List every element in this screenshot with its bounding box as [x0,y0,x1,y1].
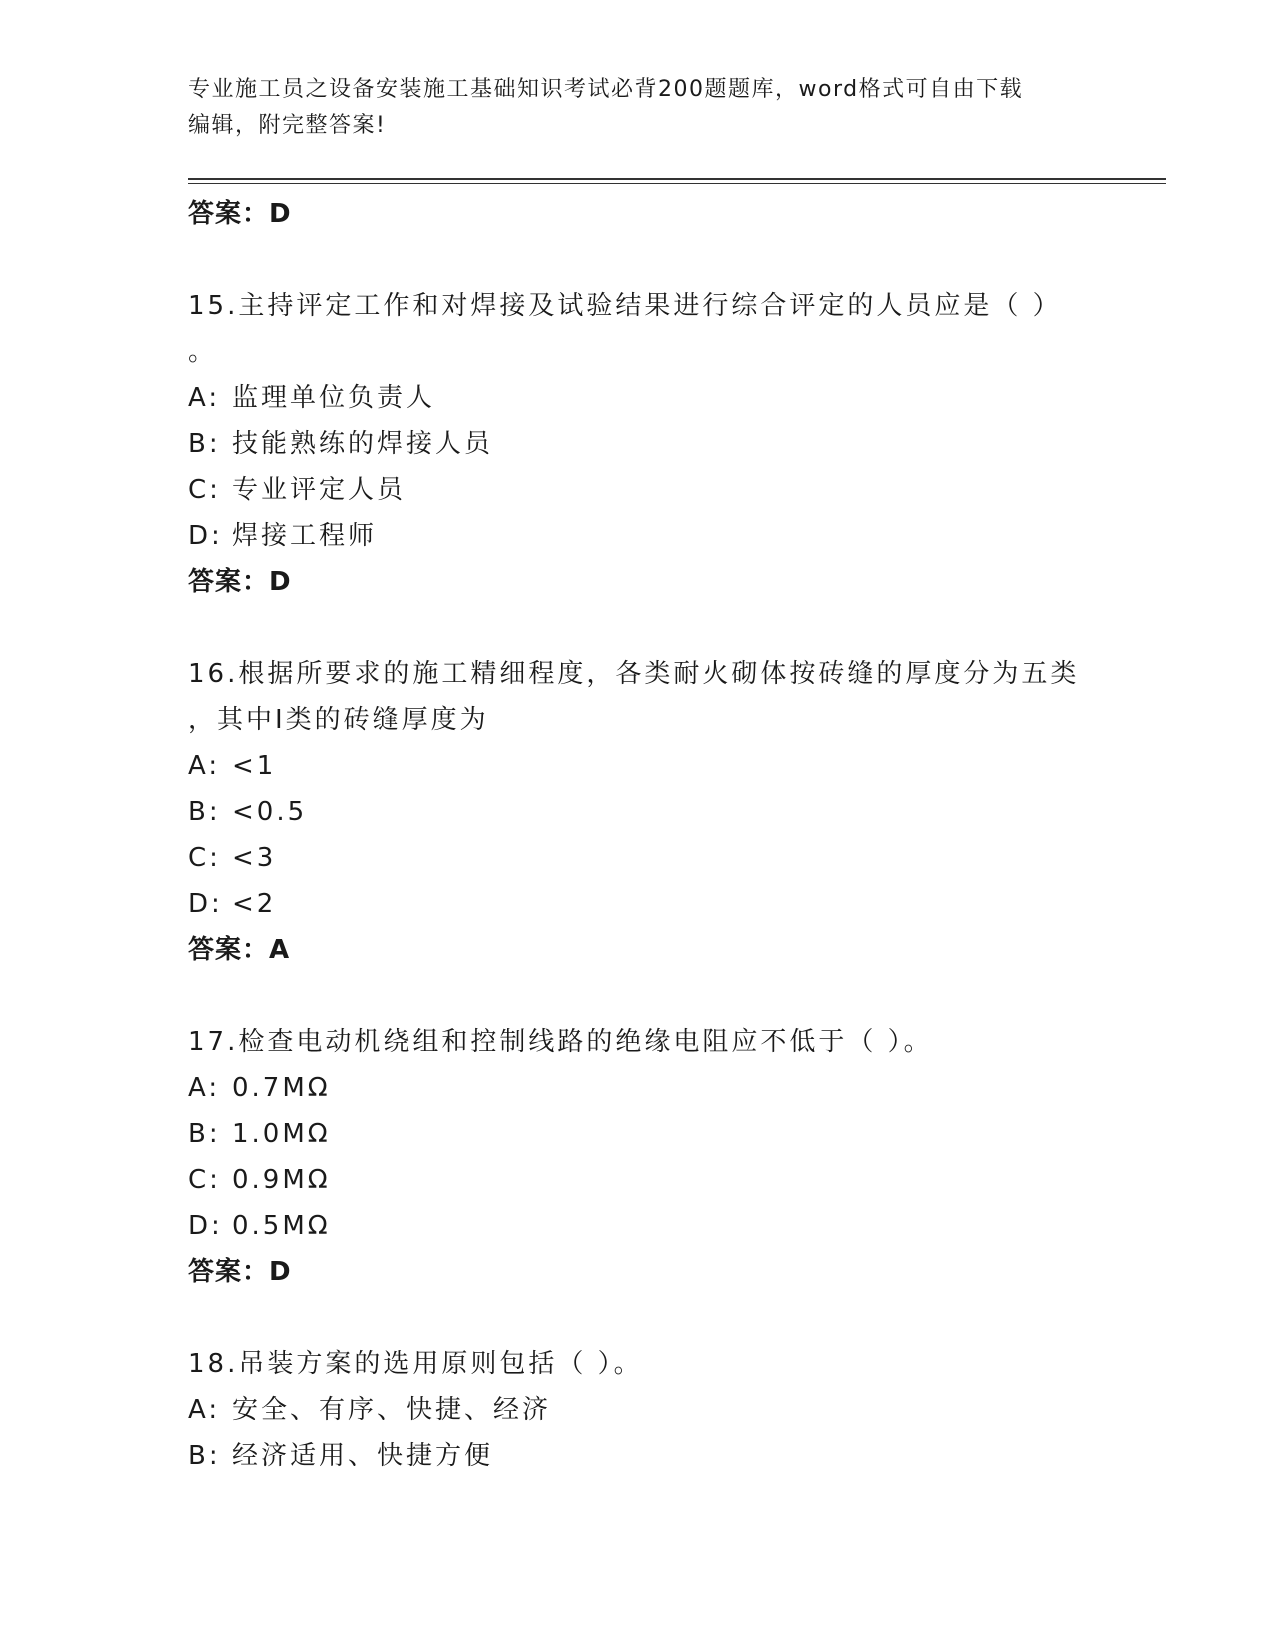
option-label: A: [188,1073,221,1103]
document-body [188,191,1088,1479]
option-label: B: [188,1119,221,1149]
question-block [188,651,1088,973]
option-label: C: [188,475,221,505]
spacer [188,1295,1088,1341]
option-b [188,789,1088,835]
option-label: B: [188,429,221,459]
option-a [188,743,1088,789]
option-label: A: [188,751,221,781]
option-b [188,1111,1088,1157]
option-text: 经济适用、快捷方便 [232,1441,494,1471]
option-text: 1.0MΩ [232,1119,331,1149]
option-label: A: [188,383,221,413]
option-label: D: [188,889,223,919]
option-label: D: [188,521,223,551]
option-a [188,1065,1088,1111]
option-text: 专业评定人员 [232,475,407,505]
option-text: 技能熟练的焊接人员 [232,429,494,459]
option-d [188,881,1088,927]
option-text: 0.5MΩ [232,1211,331,1241]
question-block [188,1019,1088,1295]
option-text: <2 [232,889,277,919]
spacer [188,237,1088,283]
option-c [188,1157,1088,1203]
option-b [188,421,1088,467]
answer-line: 答案：A [188,935,291,965]
option-text: <3 [232,843,277,873]
header-line-2: 编辑，附完整答案! [188,113,387,138]
question-stem: 15.主持评定工作和对焊接及试验结果进行综合评定的人员应是（ ） [188,291,1062,321]
spacer [188,605,1088,651]
option-label: B: [188,797,221,827]
answer-line: 答案：D [188,199,292,229]
option-label: B: [188,1441,221,1471]
option-label: C: [188,843,221,873]
question-stem: 16.根据所要求的施工精细程度，各类耐火砌体按砖缝的厚度分为五类 [188,659,1080,689]
question-block [188,283,1088,605]
option-b [188,1433,1088,1479]
header-rule-thick [188,178,1166,180]
option-d [188,513,1088,559]
question-stem: 17.检查电动机绕组和控制线路的绝缘电阻应不低于（ ）。 [188,1027,933,1057]
document-header [188,72,1088,144]
option-d [188,1203,1088,1249]
option-text: 安全、有序、快捷、经济 [232,1395,552,1425]
question-block [188,1341,1088,1479]
option-label: C: [188,1165,221,1195]
option-label: D: [188,1211,223,1241]
spacer [188,973,1088,1019]
option-text: <1 [232,751,277,781]
option-text: <0.5 [232,797,308,827]
option-text: 0.9MΩ [232,1165,331,1195]
answer-line: 答案：D [188,1257,292,1287]
answer-line: 答案：D [188,567,292,597]
option-a [188,1387,1088,1433]
option-text: 0.7MΩ [232,1073,331,1103]
question-stem: ，其中Ⅰ类的砖缝厚度为 [188,705,489,735]
question-stem: 。 [188,337,218,367]
option-c [188,835,1088,881]
header-line-1: 专业施工员之设备安装施工基础知识考试必背200题题库，word格式可自由下载 [188,77,1024,102]
option-c [188,467,1088,513]
question-stem: 18.吊装方案的选用原则包括（ ）。 [188,1349,643,1379]
option-text: 监理单位负责人 [232,383,436,413]
option-text: 焊接工程师 [232,521,378,551]
option-label: A: [188,1395,221,1425]
option-a [188,375,1088,421]
header-rule-thin [188,183,1166,184]
